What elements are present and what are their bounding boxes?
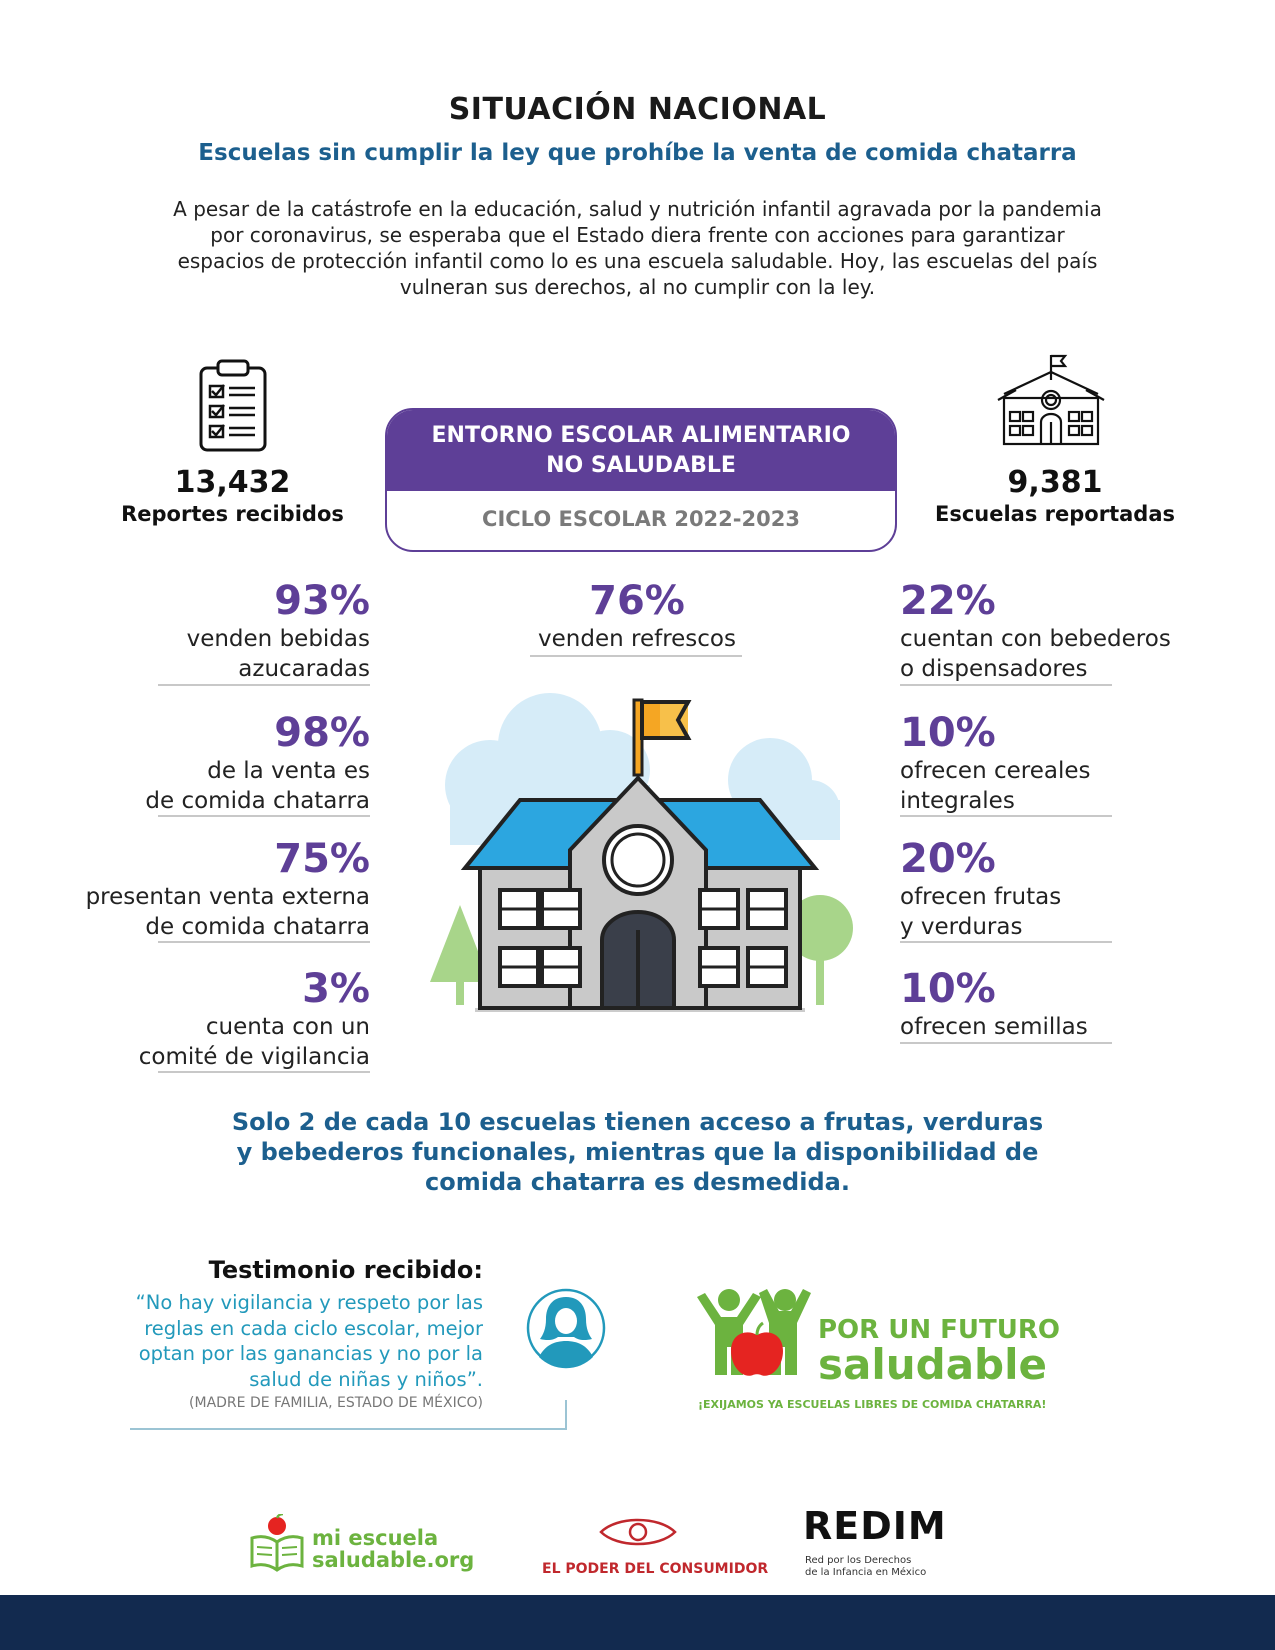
redim-subtitle-line2: de la Infancia en México bbox=[805, 1567, 927, 1578]
bottom-message-line2: y bebederos funcionales, mientras que la disponibilidad de bbox=[236, 1138, 1039, 1166]
stat-underline bbox=[530, 655, 742, 657]
reports-count: 13,432 bbox=[174, 465, 291, 500]
box-heading bbox=[387, 410, 895, 491]
stat-text-line1: de la venta es bbox=[207, 758, 370, 784]
stat-underline bbox=[158, 684, 370, 686]
stat-text-line2: o dispensadores bbox=[900, 656, 1088, 682]
testimony-source: (MADRE DE FAMILIA, ESTADO DE MÉXICO) bbox=[189, 1395, 483, 1411]
clipboard-checklist-icon bbox=[198, 358, 268, 454]
testimony-connector bbox=[565, 1400, 567, 1430]
mi-escuela-line1: mi escuela bbox=[312, 1526, 439, 1550]
testimony-heading: Testimonio recibido: bbox=[208, 1256, 483, 1284]
box-heading-line1: ENTORNO ESCOLAR ALIMENTARIO bbox=[431, 422, 851, 448]
stat-text-line1: venden refrescos bbox=[538, 626, 736, 652]
stat-text-line1: cuenta con un bbox=[205, 1014, 370, 1040]
stat-percent: 93% bbox=[274, 578, 370, 624]
school-illustration bbox=[420, 690, 860, 1020]
stat-text-line1: ofrecen cereales bbox=[900, 758, 1091, 784]
stat-whole-grains bbox=[900, 710, 1230, 816]
intro-paragraph: A pesar de la catástrofe en la educación, salud y nutrición infantil agravada por la pandemia por coronavirus, se esperaba que el Estado diera frente con acciones para garantizar espacios de protección infantil como lo es una escuela saludable. Hoy, las escuelas del país vulneran sus derechos, al no cumplir con la ley. bbox=[173, 197, 1102, 299]
stat-underline bbox=[900, 941, 1112, 943]
stat-junk-food-sales bbox=[40, 710, 370, 816]
woman-avatar-icon bbox=[525, 1287, 607, 1369]
school-cycle: CICLO ESCOLAR 2022-2023 bbox=[482, 507, 800, 531]
stat-text-line2: azucaradas bbox=[238, 656, 370, 682]
stat-text-line1: ofrecen frutas bbox=[900, 884, 1062, 910]
stat-text-line1: cuentan con bebederos bbox=[900, 626, 1171, 652]
school-environment-box bbox=[385, 408, 897, 552]
stat-text-line2: de comida chatarra bbox=[145, 788, 370, 814]
el-poder-del-consumidor-logo: EL PODER DEL CONSUMIDOR bbox=[542, 1561, 769, 1577]
stat-underline bbox=[158, 1071, 370, 1073]
eye-logo-icon bbox=[595, 1512, 681, 1552]
bottom-message bbox=[190, 1107, 1085, 1197]
mi-escuela-line2: saludable.org bbox=[312, 1548, 475, 1572]
testimony-quote: “No hay vigilancia y respeto por las reglas en cada ciclo escolar, mejor optan por las ganancias y no por la salud de niñas y niños”. bbox=[135, 1291, 483, 1391]
stat-text-line1: venden bebidas bbox=[186, 626, 370, 652]
stat-soft-drinks bbox=[472, 578, 802, 654]
campaign-line2: saludable bbox=[818, 1340, 1047, 1389]
campaign-line1: POR UN FUTURO bbox=[818, 1315, 1060, 1345]
stat-vigilance-committee bbox=[40, 966, 370, 1072]
stat-percent: 75% bbox=[274, 836, 370, 882]
page-title: SITUACIÓN NACIONAL bbox=[448, 92, 827, 127]
stat-percent: 22% bbox=[900, 578, 996, 624]
testimony-underline bbox=[130, 1428, 565, 1430]
page-subtitle: Escuelas sin cumplir la ley que prohíbe la venta de comida chatarra bbox=[198, 140, 1077, 166]
stat-percent: 98% bbox=[274, 710, 370, 756]
stat-percent: 20% bbox=[900, 836, 996, 882]
bottom-message-line3: comida chatarra es desmedida. bbox=[425, 1168, 850, 1196]
stat-percent: 3% bbox=[302, 966, 370, 1012]
school-building-icon bbox=[996, 352, 1106, 448]
stat-text-line2: integrales bbox=[900, 788, 1015, 814]
stat-underline bbox=[900, 684, 1112, 686]
stat-underline bbox=[900, 1042, 1112, 1044]
stat-external-sales bbox=[40, 836, 370, 942]
campaign-tagline: ¡EXIJAMOS YA ESCUELAS LIBRES DE COMIDA CHATARRA! bbox=[698, 1398, 1047, 1411]
footer-bar bbox=[0, 1595, 1275, 1650]
stat-text-line1: ofrecen semillas bbox=[900, 1014, 1088, 1040]
stat-text-line2: de comida chatarra bbox=[145, 914, 370, 940]
stat-sugary-drinks bbox=[40, 578, 370, 684]
stat-underline bbox=[158, 815, 370, 817]
healthy-future-logo-icon bbox=[695, 1285, 820, 1385]
stat-percent: 10% bbox=[900, 966, 996, 1012]
redim-logo: REDIM bbox=[803, 1504, 947, 1548]
stat-underline bbox=[900, 815, 1112, 817]
stat-percent: 10% bbox=[900, 710, 996, 756]
bottom-message-line1: Solo 2 de cada 10 escuelas tienen acceso a frutas, verduras bbox=[231, 1108, 1044, 1136]
box-heading-line2: NO SALUDABLE bbox=[546, 452, 736, 478]
stat-seeds bbox=[900, 966, 1230, 1042]
reports-label: Reportes recibidos bbox=[121, 502, 344, 526]
stat-water-fountains bbox=[900, 578, 1230, 684]
stat-text-line2: y verduras bbox=[900, 914, 1023, 940]
stat-fruits-vegetables bbox=[900, 836, 1230, 942]
stat-text-line2: comité de vigilancia bbox=[138, 1044, 370, 1070]
schools-label: Escuelas reportadas bbox=[935, 502, 1175, 526]
book-apple-logo-icon bbox=[248, 1514, 306, 1572]
redim-subtitle-line1: Red por los Derechos bbox=[805, 1555, 912, 1566]
stat-percent: 76% bbox=[589, 578, 685, 624]
stat-text-line1: presentan venta externa bbox=[85, 884, 370, 910]
stat-underline bbox=[158, 941, 370, 943]
schools-count: 9,381 bbox=[1007, 465, 1103, 500]
